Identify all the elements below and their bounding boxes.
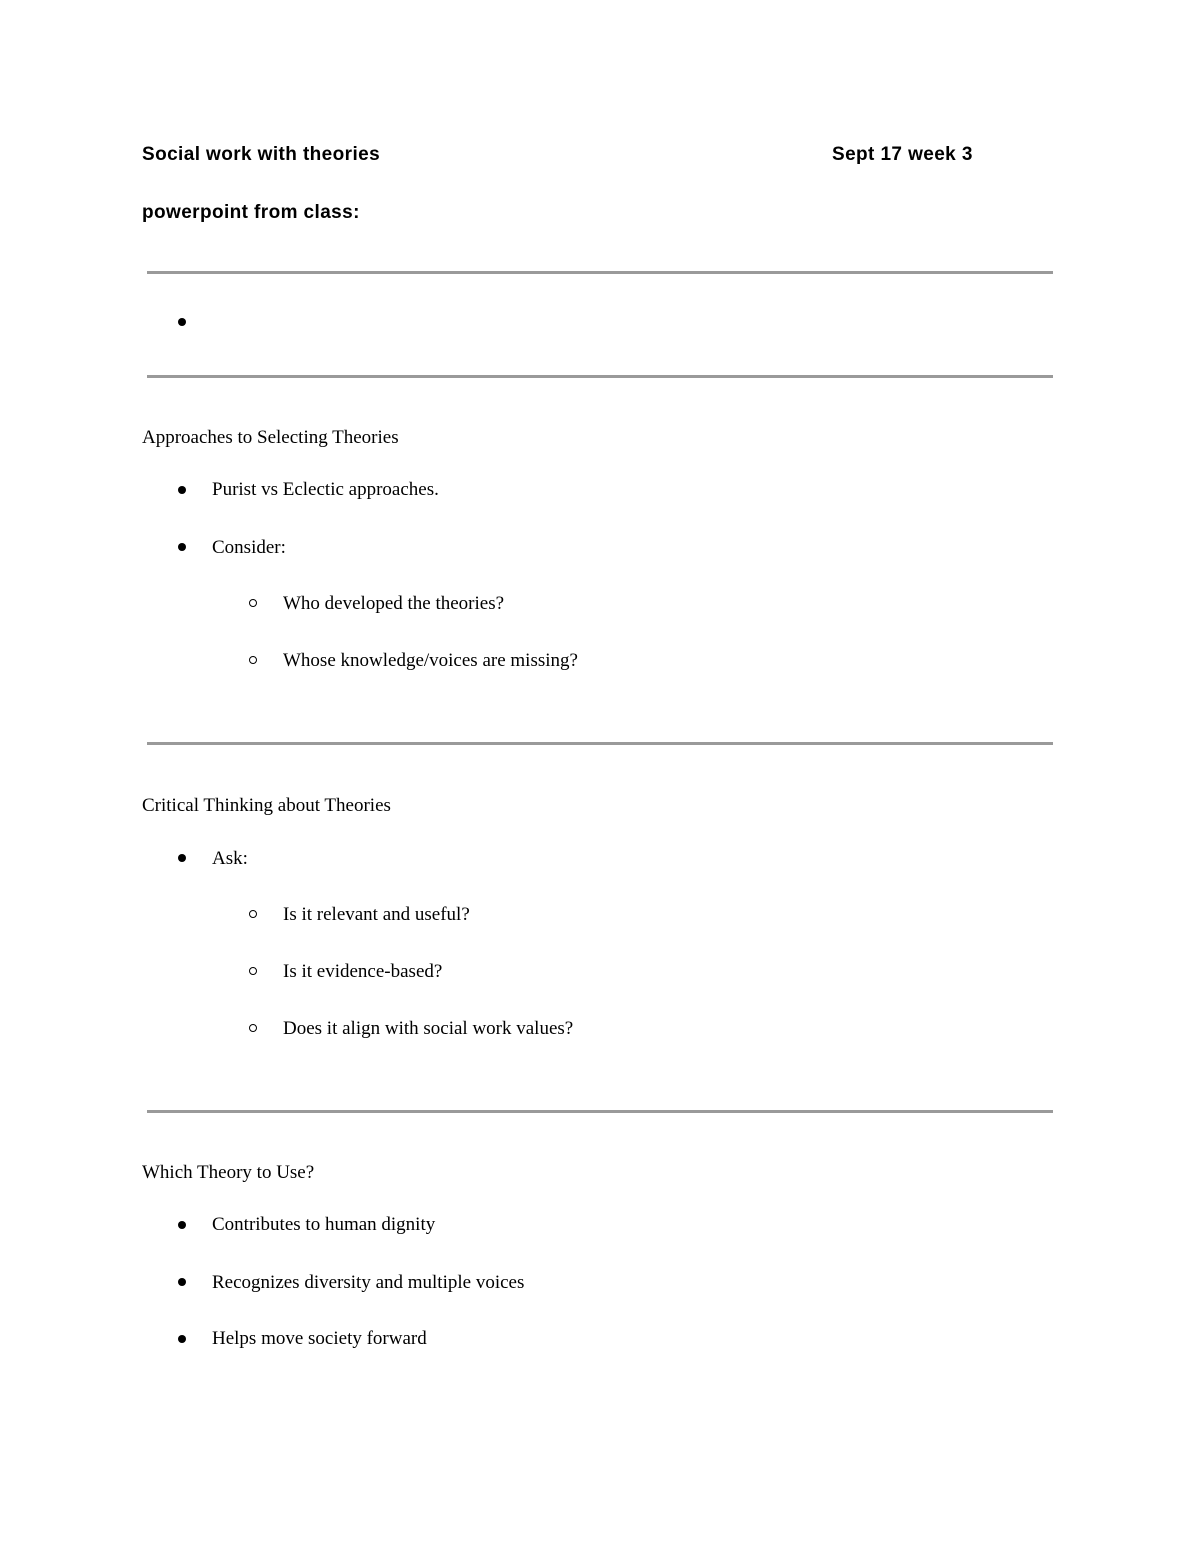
document-date: Sept 17 week 3 bbox=[832, 144, 973, 165]
slide-divider bbox=[147, 271, 1053, 274]
list-item: Recognizes diversity and multiple voices bbox=[212, 1272, 525, 1293]
list-item: Helps move society forward bbox=[212, 1328, 427, 1349]
sub-list-item: Who developed the theories? bbox=[283, 593, 505, 614]
bullet bbox=[178, 543, 186, 551]
section-heading: Critical Thinking about Theories bbox=[142, 795, 391, 816]
bullet bbox=[178, 1335, 186, 1343]
bullet bbox=[178, 1278, 186, 1286]
slide-divider bbox=[147, 1110, 1053, 1113]
sub-list-item: Whose knowledge/voices are missing? bbox=[283, 650, 578, 671]
document-subtitle: powerpoint from class: bbox=[142, 202, 360, 223]
list-item: Contributes to human dignity bbox=[212, 1214, 436, 1235]
bullet bbox=[178, 486, 186, 494]
empty-bullet bbox=[178, 318, 186, 326]
list-item: Consider: bbox=[212, 537, 286, 558]
slide-divider bbox=[147, 375, 1053, 378]
bullet bbox=[178, 1221, 186, 1229]
list-item: Ask: bbox=[212, 848, 248, 869]
sub-list-item: Is it relevant and useful? bbox=[283, 904, 470, 925]
sub-bullet bbox=[249, 656, 257, 664]
section-heading: Approaches to Selecting Theories bbox=[142, 427, 399, 448]
sub-bullet bbox=[249, 967, 257, 975]
sub-list-item: Does it align with social work values? bbox=[283, 1018, 574, 1039]
sub-bullet bbox=[249, 1024, 257, 1032]
section-heading: Which Theory to Use? bbox=[142, 1162, 315, 1183]
list-item: Purist vs Eclectic approaches. bbox=[212, 479, 439, 500]
sub-bullet bbox=[249, 910, 257, 918]
document-title: Social work with theories bbox=[142, 144, 381, 165]
bullet bbox=[178, 854, 186, 862]
sub-list-item: Is it evidence-based? bbox=[283, 961, 443, 982]
slide-divider bbox=[147, 742, 1053, 745]
sub-bullet bbox=[249, 599, 257, 607]
